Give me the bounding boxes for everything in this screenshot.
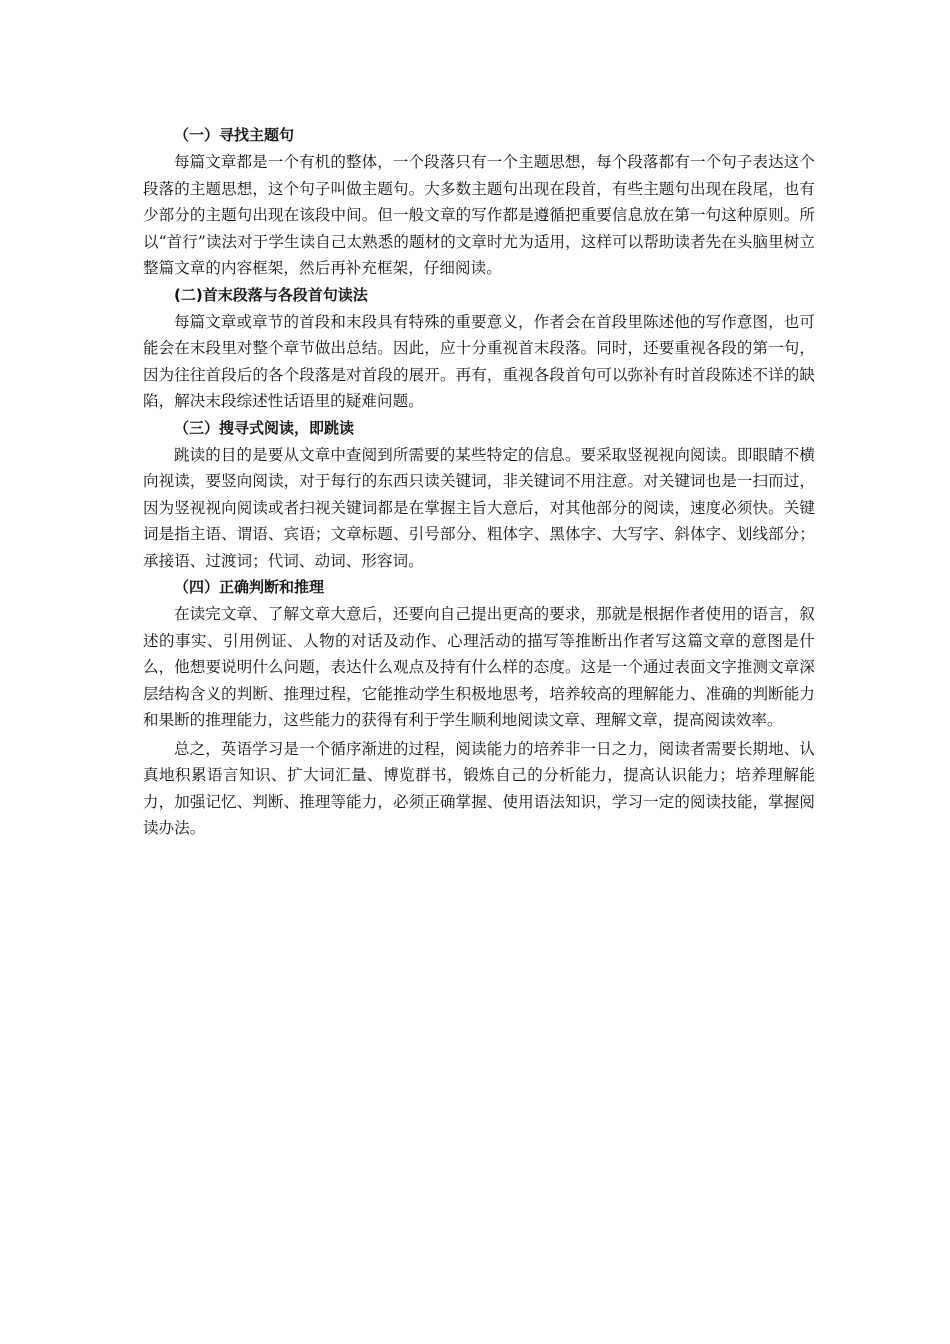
- section-heading-1: （一）寻找主题句: [174, 126, 295, 144]
- section-paragraph-2: 每篇文章或章节的首段和末段具有特殊的重要意义，作者会在首段里陈述他的写作意图，也可能会在末段里对整个章节做出总结。因此，应十分重视首末段落。同时，还要重视各段的第一句，因为往往首段后的各个段落是对首段的展开。再有，重视各段首句可以弥补有时首段陈述不详的缺陷，解决末段综述性话语里的疑难问题。: [143, 312, 815, 410]
- section-paragraph-3: 跳读的目的是要从文章中查阅到所需要的某些特定的信息。要采取竖视视向阅读。即眼睛不横向视读，要竖向阅读，对于每行的东西只读关键词，非关键词不用注意。对关键词也是一扫而过，因为竖视视向阅读或者扫视关键词都是在掌握主旨大意后，对其他部分的阅读，速度必须快。关键词是指主语、谓语、宾语；文章标题、引号部分、粗体字、黑体字、大写字、斜体字、划线部分；承接语、过渡词；代词、动词、形容词。: [143, 445, 815, 570]
- section-paragraph-1: 每篇文章都是一个有机的整体，一个段落只有一个主题思想，每个段落都有一个句子表达这个段落的主题思想，这个句子叫做主题句。大多数主题句出现在段首，有些主题句出现在段尾，也有少部分的主题句出现在该段中间。但一般文章的写作都是遵循把重要信息放在第一句这种原则。所以“首行”读法对于学生读自己太熟悉的题材的文章时尤为适用，这样可以帮助读者先在头脑里树立整篇文章的内容框架，然后再补充框架，仔细阅读。: [143, 153, 815, 277]
- section-paragraph-4: 在读完文章、了解文章大意后，还要向自己提出更高的要求，那就是根据作者使用的语言，叙述的事实、引用例证、人物的对话及动作、心理活动的描写等推断出作者写这篇文章的意图是什么，他想要说明什么问题，表达什么观点及持有什么样的态度。这是一个通过表面文字推测文章深层结构含义的判断、推理过程，它能推动学生积极地思考，培养较高的理解能力、准确的判断能力和果断的推理能力，这些能力的获得有利于学生顺利地阅读文章、理解文章，提高阅读效率。: [143, 605, 815, 729]
- section-heading-3: （三）搜寻式阅读，即跳读: [174, 418, 355, 437]
- section-heading-4: （四）正确判断和推理: [174, 578, 325, 596]
- document-page: [143, 122, 815, 842]
- section-heading-2: (二)首末段落与各段首句读法: [174, 285, 368, 304]
- summary-paragraph: 总之，英语学习是一个循序渐进的过程，阅读能力的培养非一日之力，阅读者需要长期地、认真地积累语言知识、扩大词汇量、博览群书，锻炼自己的分析能力，提高认识能力；培养理解能力，加强记忆、判断、推理等能力，必须正确掌握、使用语法知识，学习一定的阅读技能，掌握阅读办法。: [143, 739, 815, 837]
